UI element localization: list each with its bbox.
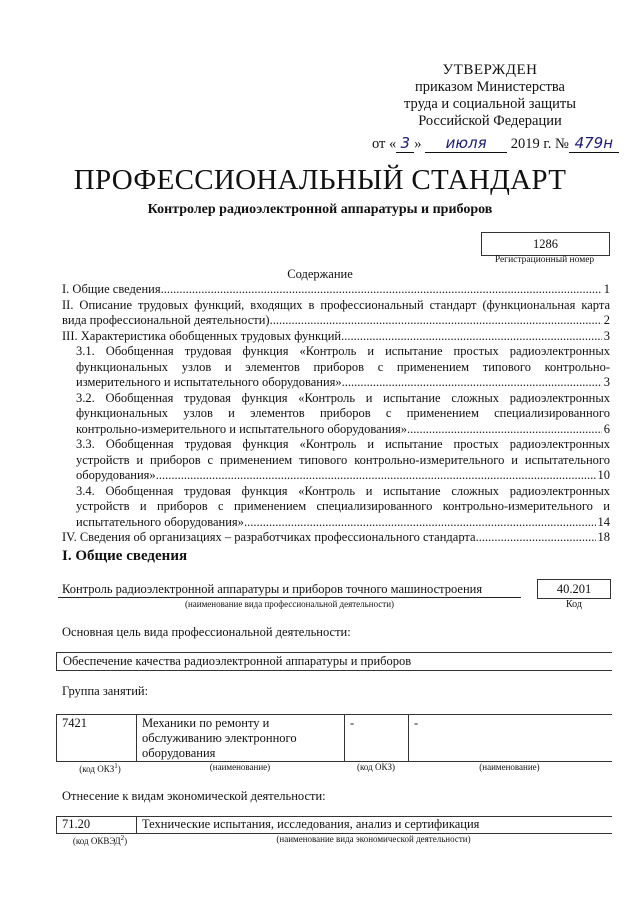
approval-block xyxy=(360,62,620,130)
toc-item-text: III. Характеристика обобщенных трудовых функций xyxy=(62,328,342,343)
toc-item-text: I. Общие сведения xyxy=(62,282,161,296)
toc-page: 14 xyxy=(597,514,610,529)
handwritten-day: 3 xyxy=(396,134,414,153)
toc-item-text: устройств и приборов с применением типового контрольно-измерительного и испытательного xyxy=(76,452,610,467)
section-heading: I. Общие сведения xyxy=(62,548,188,564)
toc-item-text: функциональных узлов и элементов приборов с применением специализированного xyxy=(76,406,610,420)
table-divider xyxy=(344,714,345,761)
toc-list xyxy=(62,282,610,546)
occupation-code: - xyxy=(350,716,355,730)
toc-leader xyxy=(341,329,602,345)
date-year: 2019 г. № xyxy=(510,136,569,152)
toc-page: 10 xyxy=(597,468,610,482)
toc-item[interactable] xyxy=(62,530,610,546)
occupation-name: - xyxy=(414,716,419,730)
econ-name: Технические испытания, исследования, анализ и сертификация xyxy=(142,817,480,831)
table-divider xyxy=(136,714,137,761)
toc-leader xyxy=(156,468,596,484)
date-prefix: от « xyxy=(372,136,397,152)
goal-box xyxy=(56,652,612,671)
activity-name-underline xyxy=(58,597,521,598)
toc-item-text: устройств и приборов с применением специализированного контрольно-измерительного и xyxy=(76,499,610,513)
activity-name-caption: (наименование вида профессиональной деятельности) xyxy=(184,599,395,609)
footnote-mark: 1 xyxy=(114,762,118,770)
activity-name: Контроль радиоэлектронной аппаратуры и приборов точного машиностроения xyxy=(62,582,483,596)
toc-page: 18 xyxy=(597,530,610,544)
page-subtitle: Контролер радиоэлектронной аппаратуры и приборов xyxy=(147,202,493,217)
caption-text: ) xyxy=(117,764,121,774)
toc-item-text: 3.3. Обобщенная трудовая функция «Контроль и испытание простых радиоэлектронных xyxy=(76,437,610,451)
toc-item-text: 3.1. Обобщенная трудовая функция «Контроль и испытание простых радиоэлектронных xyxy=(76,344,610,358)
toc-item-text: контрольно-измерительного и испытательного оборудования» xyxy=(76,421,408,436)
approval-line: приказом Министерства xyxy=(415,79,565,95)
toc-page: 6 xyxy=(603,421,610,436)
toc-leader xyxy=(270,313,602,329)
handwritten-month: июля xyxy=(425,134,507,153)
page-title: ПРОФЕССИОНАЛЬНЫЙ СТАНДАРТ xyxy=(73,164,567,196)
econ-code: 71.20 xyxy=(62,817,91,831)
toc-item[interactable] xyxy=(62,344,610,391)
toc-item[interactable] xyxy=(62,391,610,438)
toc-page: 3 xyxy=(603,375,610,389)
caption-text: (код ОКВЭД xyxy=(72,836,121,846)
caption-text: (код ОКЗ xyxy=(79,764,115,774)
occupation-name-caption: (наименование) xyxy=(209,762,271,772)
registration-number-label: Регистрационный номер xyxy=(494,255,595,265)
toc-leader xyxy=(244,515,596,531)
table-divider xyxy=(408,714,409,761)
toc-page: 2 xyxy=(603,313,610,327)
toc-item-text: II. Описание трудовых функций, входящих в профессиональный стандарт (функциональная карта xyxy=(62,297,610,312)
toc-item-text: испытательного оборудования» xyxy=(76,514,244,529)
toc-item-text: 3.2. Обобщенная трудовая функция «Контроль и испытание сложных радиоэлектронных xyxy=(76,390,610,405)
table-divider xyxy=(136,816,137,833)
toc-item-text: оборудования» xyxy=(76,468,156,482)
toc-heading: Содержание xyxy=(287,267,353,281)
occupation-code-caption xyxy=(60,762,140,774)
activity-code-box: 40.201 xyxy=(537,579,611,599)
approval-date xyxy=(372,134,619,153)
toc-item[interactable] xyxy=(62,298,610,329)
approval-line: Российской Федерации xyxy=(418,113,562,129)
toc-leader xyxy=(476,530,596,546)
occupation-code: 7421 xyxy=(62,716,87,730)
toc-leader xyxy=(161,282,602,298)
toc-item-text: 3.4. Обобщенная трудовая функция «Контроль и испытание сложных радиоэлектронных xyxy=(76,483,610,498)
occupation-name: Механики по ремонту и обслуживанию электронного оборудования xyxy=(142,716,297,760)
activity-code-caption: Код xyxy=(566,599,582,610)
econ-label: Отнесение к видам экономической деятельности: xyxy=(62,789,326,803)
goal-text: Обеспечение качества радиоэлектронной аппаратуры и приборов xyxy=(63,654,412,668)
occupations-label: Группа занятий: xyxy=(62,684,149,698)
econ-name-caption: (наименование вида экономической деятельности) xyxy=(276,834,471,844)
toc-leader xyxy=(342,375,602,391)
econ-code-caption xyxy=(60,834,140,846)
goal-label: Основная цель вида профессиональной деятельности: xyxy=(62,625,351,639)
caption-text: ) xyxy=(124,836,128,846)
toc-item-text: IV. Сведения об организациях – разработчиках профессионального стандарта xyxy=(62,530,476,544)
occupation-code-caption: (код ОКЗ) xyxy=(357,762,395,772)
toc-item-text: измерительного и испытательного оборудования» xyxy=(76,375,342,389)
toc-item[interactable] xyxy=(62,282,610,298)
approval-line: УТВЕРЖДЕН xyxy=(442,62,538,78)
toc-leader xyxy=(407,422,602,438)
toc-item[interactable] xyxy=(62,484,610,531)
toc-item-text: функциональных узлов и элементов приборов с применением типового контрольно- xyxy=(76,359,610,374)
toc-item-text: вида профессиональной деятельности) xyxy=(62,313,270,327)
occupation-name-caption: (наименование) xyxy=(479,762,540,772)
toc-page: 1 xyxy=(603,282,610,296)
footnote-mark: 2 xyxy=(120,834,125,842)
registration-number-box: 1286 xyxy=(481,232,610,256)
toc-item[interactable] xyxy=(62,329,610,345)
approval-line: труда и социальной защиты xyxy=(404,96,576,112)
date-mid: » xyxy=(414,136,422,152)
handwritten-number: 479н xyxy=(569,134,619,153)
toc-page: 3 xyxy=(603,328,610,343)
toc-item[interactable] xyxy=(62,437,610,484)
